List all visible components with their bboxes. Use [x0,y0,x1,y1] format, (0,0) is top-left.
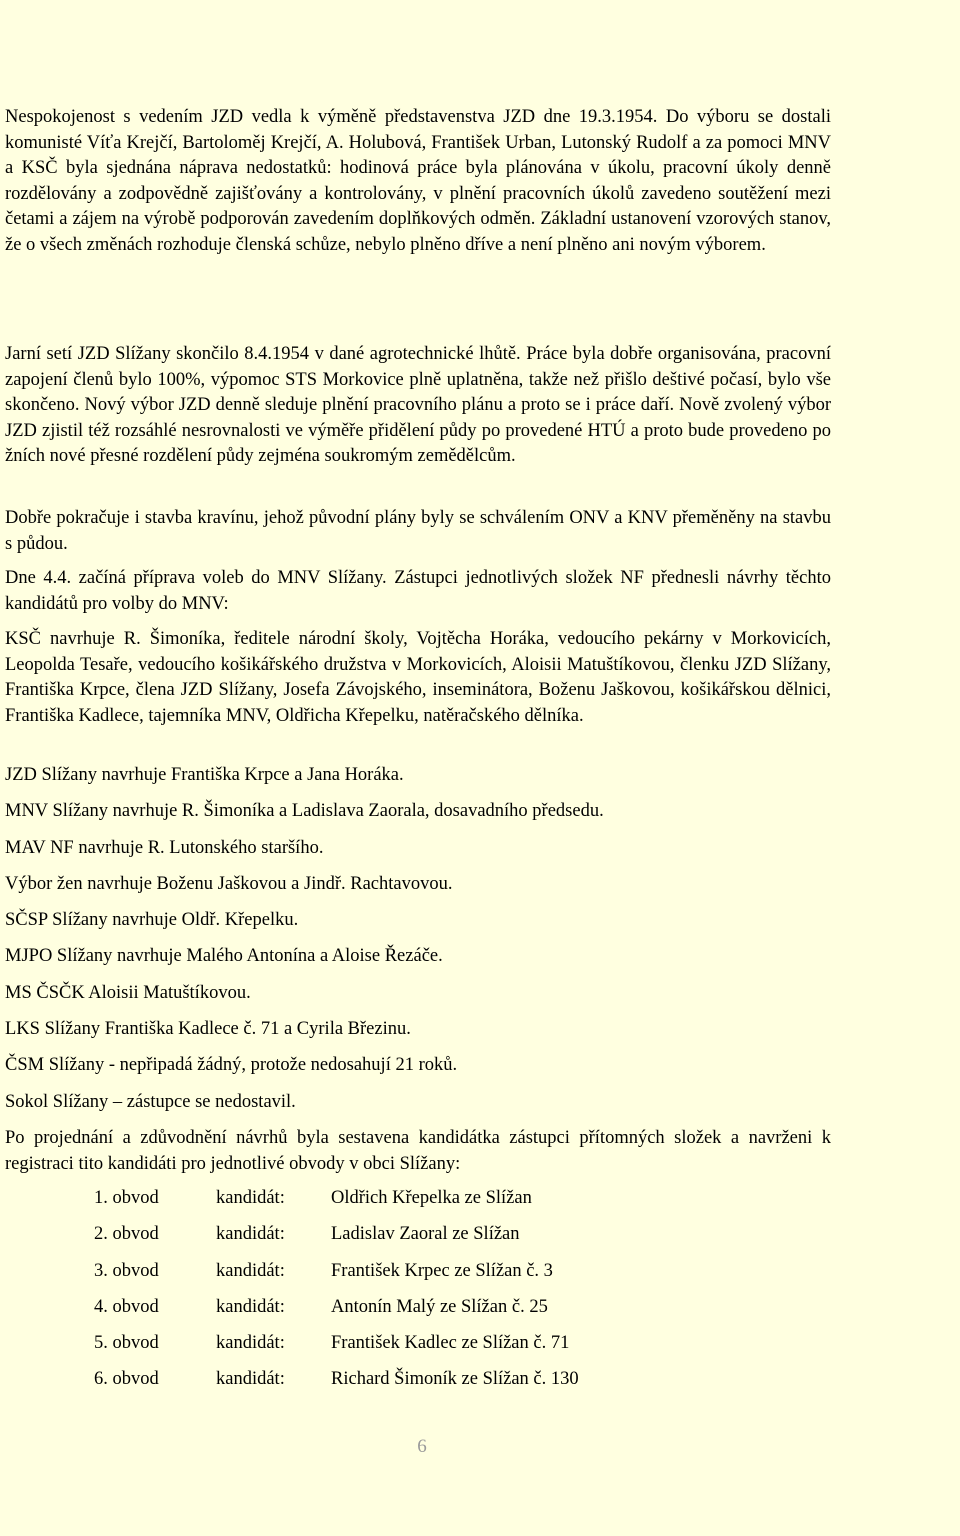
nomination-lks: LKS Slížany Františka Kadlece č. 71 a Cyrila Březinu. [5,1019,411,1039]
paragraph-board-change: Nespokojenost s vedením JZD vedla k výměně představenstva JZD dne 19.3.1954. Do výboru se dostali komunisté Víťa Krejčí, Bartoloměj Krejčí, A. Holubová, František Urban, Lutonský Rudolf a za pomoci MNV a KSČ byla sjednána náprava nedostatků: hodinová práce byla plánována v úkolu, pracovní úkoly denně rozdělovány a zodpovědně zajišťovány a kontrolovány, v plnění pracovních úkolů zavedeno soutěžení mezi četami a zájem na výrobě podporován zavedením doplňkových odměn. Základní ustanovení vzorových stanov, že o všech změnách rozhoduje členská schůze, nebylo plněno dříve a není plněno ani novým výborem. [5,107,831,255]
nomination-scsp: SČSP Slížany navrhuje Oldř. Křepelku. [5,910,299,930]
district-number: 5. obvod [94,1333,159,1353]
nomination-mav: MAV NF navrhuje R. Lutonského staršího. [5,838,324,858]
district-candidate: Antonín Malý ze Slížan č. 25 [331,1297,548,1317]
paragraph-spring-sowing: Jarní setí JZD Slížany skončilo 8.4.1954 v dané agrotechnické lhůtě. Práce byla dobře organisována, pracovní zapojení členů bylo 100%, výpomoc STS Morkovice plně uplatněna, takže než přišlo deštivé počasí, bylo vše skončeno. Nový výbor JZD denně sleduje plnění pracovního plánu a proto se i práce daří. Nově zvolený výbor JZD zjistil též rozsáhlé nesrovnalosti ve výměře přidělení půdy po provedené HTÚ a proto bude provedeno po žních nové přesné rozdělení půdy zejména soukromým zemědělcům. [5,344,831,467]
paragraph-ksc-nominations: KSČ navrhuje R. Šimoníka, ředitele národní školy, Vojtěcha Horáka, vedoucího pekárny v Morkovicích, Leopolda Tesaře, vedoucího košikářského družstva v Morkovicích, Aloisii Matuštíkovou, členku JZD Slížany, Františka Krpce, člena JZD Slížany, Josefa Závojského, inseminátora, Boženu Jaškovou, košikářskou dělnici, Františka Kadlece, tajemníka MNV, Oldřicha Křepelku, natěračského dělníka. [5,629,831,726]
district-label: kandidát: [216,1188,285,1208]
district-candidate: František Kadlec ze Slížan č. 71 [331,1333,570,1353]
district-label: kandidát: [216,1369,285,1389]
paragraph-election-prep: Dne 4.4. začíná příprava voleb do MNV Slížany. Zástupci jednotlivých složek NF přednesli návrhy těchto kandidátů pro volby do MNV: [5,568,831,614]
district-label: kandidát: [216,1333,285,1353]
district-candidate: František Krpec ze Slížan č. 3 [331,1261,553,1281]
district-candidate: Ladislav Zaoral ze Slížan [331,1224,520,1244]
district-candidate: Richard Šimoník ze Slížan č. 130 [331,1369,579,1389]
page-number: 6 [417,1436,427,1457]
nomination-mnv: MNV Slížany navrhuje R. Šimoníka a Ladislava Zaorala, dosavadního předsedu. [5,801,604,821]
paragraph-candidate-list-intro: Po projednání a zdůvodnění návrhů byla sestavena kandidátka zástupci přítomných složek a navrženi k registraci tito kandidáti pro jednotlivé obvody v obci Slížany: [5,1128,831,1174]
nomination-mjpo: MJPO Slížany navrhuje Malého Antonína a Aloise Řezáče. [5,946,443,966]
district-label: kandidát: [216,1261,285,1281]
district-label: kandidát: [216,1224,285,1244]
paragraph-cowshed: Dobře pokračuje i stavba kravínu, jehož původní plány byly se schválením ONV a KNV přeměněny na stavbu s půdou. [5,508,831,554]
nomination-jzd: JZD Slížany navrhuje Františka Krpce a Jana Horáka. [5,765,404,785]
nomination-ms-cscк: MS ČSČK Aloisii Matuštíkovou. [5,983,251,1003]
district-number: 4. obvod [94,1297,159,1317]
district-number: 3. obvod [94,1261,159,1281]
nomination-csm: ČSM Slížany - nepřipadá žádný, protože nedosahují 21 roků. [5,1055,458,1075]
district-number: 6. obvod [94,1369,159,1389]
nomination-vybor-zen: Výbor žen navrhuje Boženu Jaškovou a Jindř. Rachtavovou. [5,874,453,894]
district-number: 1. obvod [94,1188,159,1208]
district-candidate: Oldřich Křepelka ze Slížan [331,1188,532,1208]
district-label: kandidát: [216,1297,285,1317]
nomination-sokol: Sokol Slížany – zástupce se nedostavil. [5,1092,296,1112]
district-number: 2. obvod [94,1224,159,1244]
